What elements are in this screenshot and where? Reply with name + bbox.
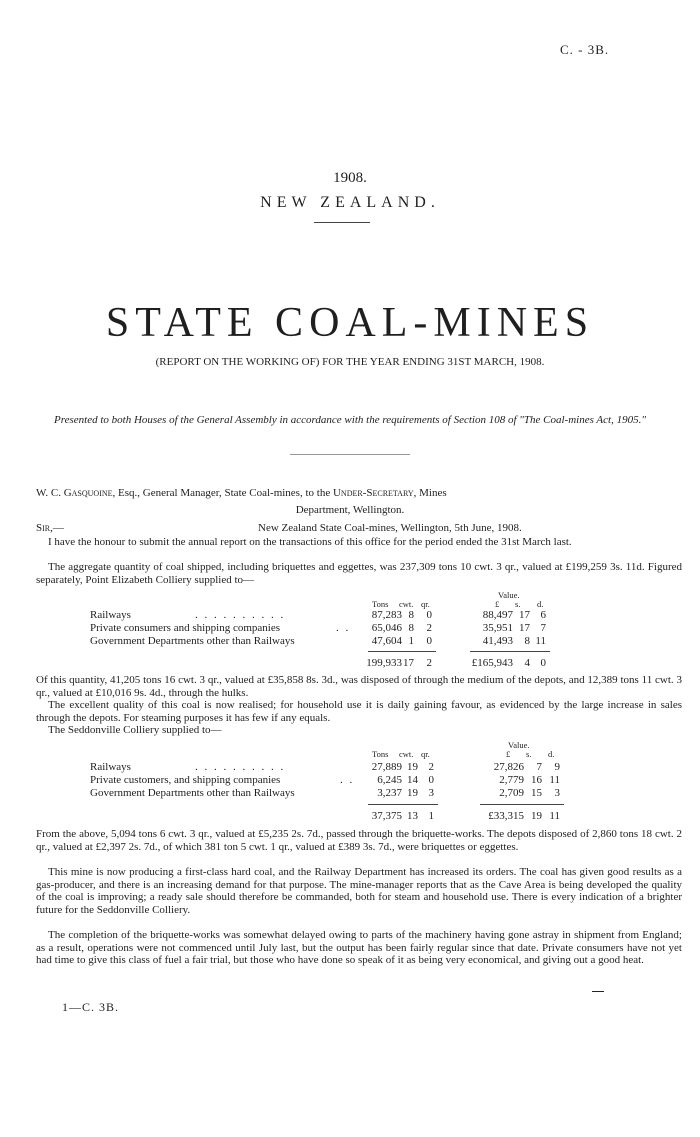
table2-cwt-header: cwt. bbox=[399, 749, 414, 759]
row-label: Railways bbox=[90, 761, 131, 773]
report-year: 1908. bbox=[333, 170, 367, 186]
total-shillings: 4 bbox=[524, 657, 530, 669]
table2-tons-header: Tons bbox=[372, 749, 389, 759]
cwt-value: 19 bbox=[407, 787, 418, 799]
total-pence: 0 bbox=[540, 657, 546, 669]
leader-dots: . . bbox=[336, 622, 351, 634]
table2-value-label: Value. bbox=[508, 740, 530, 750]
table1-pence-header: d. bbox=[537, 599, 544, 609]
qr-value: 0 bbox=[426, 609, 432, 621]
pounds-value: 35,951 bbox=[482, 622, 513, 634]
table2-sum-rule-value bbox=[480, 804, 564, 805]
row-label: Private consumers and shipping companies bbox=[90, 622, 281, 634]
table2-pounds-header: £ bbox=[506, 749, 511, 759]
qr-value: 2 bbox=[428, 761, 434, 773]
pounds-value: 2,709 bbox=[499, 787, 524, 799]
page-footer: 1—C. 3B. bbox=[62, 1000, 120, 1014]
paragraph-mine-production: This mine is now producing a first-class hard coal, and the Railway Department has increased its orders. The coal has given good results as a gas-producer, and there is an increasing demand for that purpose. The mine-manager reports that as the Cave Area is being developed the quality of the coal is improving; a ready sale should therefore be commanded, both for steam and household use. There is every indication of a brighter future for the Seddonville Colliery. bbox=[36, 866, 682, 916]
shillings-value: 15 bbox=[531, 787, 542, 799]
page-reference: C. - 3B. bbox=[560, 42, 610, 57]
tons-value: 27,889 bbox=[371, 761, 402, 773]
tons-value: 65,046 bbox=[371, 622, 402, 634]
cwt-value: 19 bbox=[407, 761, 418, 773]
paragraph-briquette-completion: The completion of the briquette-works was somewhat delayed owing to parts of the machinery having gone astray in shipment from England; as a result, operations were not commenced until July last, but the output has been fairly regular since that date. Private consumers have not yet had time to give this class of fuel a fair trial, but those who have done so speak of it as being very economical, and giving out a good heat. bbox=[36, 929, 682, 966]
qr-value: 0 bbox=[428, 774, 434, 786]
header-rule bbox=[314, 222, 370, 223]
tons-value: 6,245 bbox=[377, 774, 402, 786]
pence-value: 9 bbox=[554, 761, 560, 773]
cwt-value: 1 bbox=[408, 635, 414, 647]
table1-sum-rule-tons bbox=[368, 651, 436, 652]
total-tons: 37,375 bbox=[371, 810, 402, 822]
row-label: Government Departments other than Railways bbox=[90, 635, 295, 647]
cwt-value: 8 bbox=[408, 609, 414, 621]
presented-note: Presented to both Houses of the General Assembly in accordance with the requirements of Section 108 of "The Coal-mines Act, 1905." bbox=[54, 414, 646, 426]
country-title: NEW ZEALAND. bbox=[260, 194, 440, 211]
table2-qr-header: qr. bbox=[421, 749, 430, 759]
pence-value: 11 bbox=[535, 635, 546, 647]
table1-cwt-header: cwt. bbox=[399, 599, 414, 609]
table1-pounds-header: £ bbox=[495, 599, 500, 609]
table1-qr-header: qr. bbox=[421, 599, 430, 609]
total-cwt: 13 bbox=[407, 810, 418, 822]
shillings-value: 17 bbox=[519, 622, 530, 634]
qr-value: 3 bbox=[428, 787, 434, 799]
leader-dots: . . . . . . . . . . bbox=[195, 609, 286, 621]
pounds-value: 27,826 bbox=[493, 761, 524, 773]
paragraph-intro: I have the honour to submit the annual report on the transactions of this office for the period ended the 31st March last. bbox=[48, 536, 572, 548]
salutation: Sir,— bbox=[36, 522, 64, 534]
total-qr: 2 bbox=[426, 657, 432, 669]
paragraph-quality: The excellent quality of this coal is now realised; for household use it is daily gaining favour, as evidenced by the large increase in sales through the depots. For steaming purposes it has few if any equals. bbox=[36, 699, 682, 724]
total-pounds: £165,943 bbox=[471, 657, 513, 669]
paragraph-briquette-works: From the above, 5,094 tons 6 cwt. 3 qr., valued at £5,235 2s. 7d., passed through the briquette-works. The depots disposed of 2,860 tons 18 cwt. 2 qr., valued at £2,397 2s. 7d., of which 381 ton 5 cwt. 1 qr., valued at £389 3s. 7d., were briquettes or eggettes. bbox=[36, 828, 682, 853]
pounds-value: 88,497 bbox=[482, 609, 513, 621]
table1-value-label: Value. bbox=[498, 590, 520, 600]
row-label: Railways bbox=[90, 609, 131, 621]
sender-title: , Esq., General Manager, State Coal-mines, to the bbox=[112, 487, 331, 499]
document-title: STATE COAL-MINES bbox=[105, 300, 595, 346]
pence-value: 6 bbox=[540, 609, 546, 621]
table2-shillings-header: s. bbox=[526, 749, 532, 759]
recipient-rest: , Mines bbox=[413, 487, 447, 499]
recipient-department: Department, Wellington. bbox=[295, 504, 405, 516]
shillings-value: 17 bbox=[519, 609, 530, 621]
cwt-value: 8 bbox=[408, 622, 414, 634]
paragraph-seddonville-intro: The Seddonville Colliery supplied to— bbox=[48, 724, 222, 736]
tons-value: 47,604 bbox=[371, 635, 402, 647]
qr-value: 2 bbox=[426, 622, 432, 634]
tons-value: 87,283 bbox=[371, 609, 402, 621]
recipient-title: Under-Secretary bbox=[332, 487, 414, 499]
shillings-value: 16 bbox=[531, 774, 542, 786]
qr-value: 0 bbox=[426, 635, 432, 647]
total-tons: 199,933 bbox=[366, 657, 402, 669]
row-label: Private customers, and shipping companies bbox=[90, 774, 281, 786]
pounds-value: 2,779 bbox=[499, 774, 524, 786]
cwt-value: 14 bbox=[407, 774, 418, 786]
table1-shillings-header: s. bbox=[515, 599, 521, 609]
closing-rule bbox=[592, 991, 604, 992]
pence-value: 7 bbox=[540, 622, 546, 634]
paragraph-depots: Of this quantity, 41,205 tons 16 cwt. 3 qr., valued at £35,858 8s. 3d., was disposed of through the medium of the depots, and 12,389 tons 11 cwt. 3 qr., valued at £10,016 9s. 4d., through the hulks. bbox=[36, 674, 682, 699]
total-cwt: 17 bbox=[403, 657, 414, 669]
leader-dots: . . bbox=[340, 774, 355, 786]
total-shillings: 19 bbox=[531, 810, 542, 822]
table2-sum-rule-tons bbox=[368, 804, 438, 805]
total-qr: 1 bbox=[428, 810, 434, 822]
sender-name: W. C. Gasquoine bbox=[36, 487, 113, 499]
row-label: Government Departments other than Railways bbox=[90, 787, 295, 799]
leader-dots: . . . . . . . . . . bbox=[195, 761, 286, 773]
shillings-value: 8 bbox=[524, 635, 530, 647]
pounds-value: 41,493 bbox=[482, 635, 513, 647]
letter-heading bbox=[36, 487, 682, 500]
table1-tons-header: Tons bbox=[372, 599, 389, 609]
table1-sum-rule-value bbox=[470, 651, 550, 652]
document-subtitle: (REPORT ON THE WORKING OF) FOR THE YEAR ENDING 31ST MARCH, 1908. bbox=[155, 356, 545, 368]
section-rule bbox=[290, 454, 410, 455]
shillings-value: 7 bbox=[536, 761, 542, 773]
pence-value: 3 bbox=[554, 787, 560, 799]
total-pounds: £33,315 bbox=[488, 810, 524, 822]
table2-pence-header: d. bbox=[548, 749, 555, 759]
total-pence: 11 bbox=[549, 810, 560, 822]
paragraph-aggregate: The aggregate quantity of coal shipped, including briquettes and eggettes, was 237,309 tons 10 cwt. 3 qr., valued at £199,259 3s. 11d. Figured separately, Point Elizabeth Colliery supplied to— bbox=[36, 561, 682, 586]
tons-value: 3,237 bbox=[377, 787, 402, 799]
pence-value: 11 bbox=[549, 774, 560, 786]
letter-location-date: New Zealand State Coal-mines, Wellington, 5th June, 1908. bbox=[258, 522, 522, 534]
